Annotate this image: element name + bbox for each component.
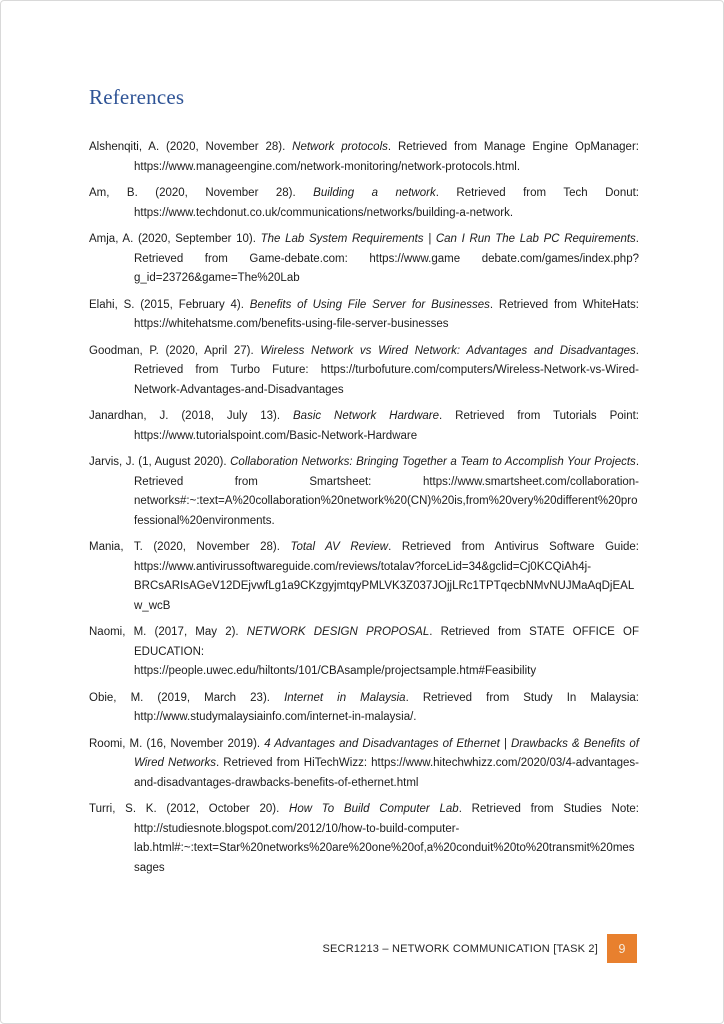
reference-text: . Retrieved from HiTechWizz: https://www.hitechwhizz.com/2020/03/4-advantages-and-disadvantages-drawbacks-benefits-of-ethernet.html <box>134 757 639 789</box>
reference-text: Goodman, P. (2020, April 27). <box>89 344 261 357</box>
reference-text: . Retrieved from Study In Malaysia: http://www.studymalaysiainfo.com/internet-in-malaysia/. <box>134 691 639 723</box>
reference-text: Mania, T. (2020, November 28). <box>89 541 291 553</box>
reference-work-title: How To Build Computer Lab <box>289 803 459 815</box>
reference-text: . Retrieved from STATE OFFICE OF EDUCATION: <box>134 626 639 658</box>
reference-work-title: Basic Network Hardware <box>293 410 440 422</box>
reference-entry <box>89 138 639 177</box>
reference-work-title: NETWORK DESIGN PROPOSAL <box>246 626 430 638</box>
reference-work-title: Collaboration Networks: Bringing Together a Team to Accomplish Your Projects <box>230 456 636 468</box>
page-footer <box>322 934 637 963</box>
reference-text: . Retrieved from Smartsheet: https://www.smartsheet.com/collaboration-networks#:~:text=A%20collaboration%20network%20(CN)%20is,from%20very%20different%20professional%20environments. <box>134 456 640 527</box>
reference-text: . Retrieved from Game-debate.com: https://www.game debate.com/games/index.php?g_id=23726&game=The%20Lab <box>134 233 639 284</box>
reference-text: https://people.uwec.edu/hiltonts/101/CBAsample/projectsample.htm#Feasibility <box>134 665 537 677</box>
reference-text: . Retrieved from Manage Engine OpManager: https://www.manageengine.com/network-monitoring/network-protocols.html. <box>134 141 639 173</box>
reference-text: Naomi, M. (2017, May 2). <box>89 626 247 638</box>
reference-text: . Retrieved from Tech Donut: https://www.techdonut.co.uk/communications/networks/building-a-network. <box>134 187 640 219</box>
reference-work-title: Benefits of Using File Server for Businesses <box>249 298 490 311</box>
reference-work-title: Total AV Review <box>290 541 389 553</box>
page-title: References <box>89 85 185 109</box>
page-content <box>89 1 639 885</box>
footer-course-label: SECR1213 – NETWORK COMMUNICATION [TASK 2] <box>322 942 598 955</box>
reference-text: Alshenqiti, A. (2020, November 28). <box>89 141 293 153</box>
reference-entry <box>89 623 639 682</box>
reference-work-title: Wireless Network vs Wired Network: Advantages and Disadvantages <box>260 344 636 357</box>
reference-list <box>89 138 639 878</box>
reference-text: Obie, M. (2019, March 23). <box>89 691 285 704</box>
reference-text: Jarvis, J. (1, August 2020). <box>89 456 231 468</box>
reference-work-title: Network protocols <box>292 141 388 153</box>
reference-text: Elahi, S. (2015, February 4). <box>89 298 250 311</box>
reference-text: Janardhan, J. (2018, July 13). <box>89 410 293 422</box>
reference-text: . Retrieved from Antivirus Software Guide: https://www.antivirussoftwareguide.com/reviews/totalav?forceLid=34&gclid=Cj0KCQiAh4j-BRCsARIsAGeV12DEjvwfLg1a9CKzgyjmtqyPMLVK3Z037JOjjLRc1TPTqecbNMvNUJMaAqDjEALw_wcB <box>134 541 639 612</box>
reference-work-title: 4 Advantages and Disadvantages of Ethernet | Drawbacks & Benefits of Wired Networks <box>134 737 639 769</box>
reference-text: . Retrieved from Turbo Future: https://turbofuture.com/computers/Wireless-Network-vs-Wired-Network-Advantages-and-Disadvantages <box>134 344 639 396</box>
reference-text: Amja, A. (2020, September 10). <box>89 233 261 245</box>
reference-entry <box>89 342 639 401</box>
reference-text: Turri, S. K. (2012, October 20). <box>89 803 290 815</box>
reference-entry <box>89 538 639 616</box>
reference-entry <box>89 453 639 531</box>
reference-work-title: Internet in Malaysia <box>284 691 406 704</box>
reference-text: Roomi, M. (16, November 2019). <box>89 737 265 750</box>
reference-text: . Retrieved from WhiteHats: https://whitehatsme.com/benefits-using-file-server-businesses <box>134 298 639 330</box>
reference-entry <box>89 296 639 335</box>
reference-entry <box>89 184 639 223</box>
reference-text: Am, B. (2020, November 28). <box>89 187 314 199</box>
reference-work-title: The Lab System Requirements | Can I Run The Lab PC Requirements <box>260 233 636 245</box>
reference-entry <box>89 689 639 728</box>
reference-text: . Retrieved from Tutorials Point: https://www.tutorialspoint.com/Basic-Network-Hardware <box>134 410 640 442</box>
reference-work-title: Building a network <box>313 187 436 199</box>
reference-entry <box>89 407 639 446</box>
reference-entry <box>89 800 639 878</box>
reference-entry <box>89 230 639 289</box>
reference-entry <box>89 735 639 794</box>
page-number-badge: 9 <box>607 934 637 963</box>
reference-text: . Retrieved from Studies Note: http://studiesnote.blogspot.com/2012/10/how-to-build-computer-lab.html#:~:text=Star%20networks%20are%20one%20of,a%20conduit%20to%20transmit%20messages <box>134 803 639 874</box>
